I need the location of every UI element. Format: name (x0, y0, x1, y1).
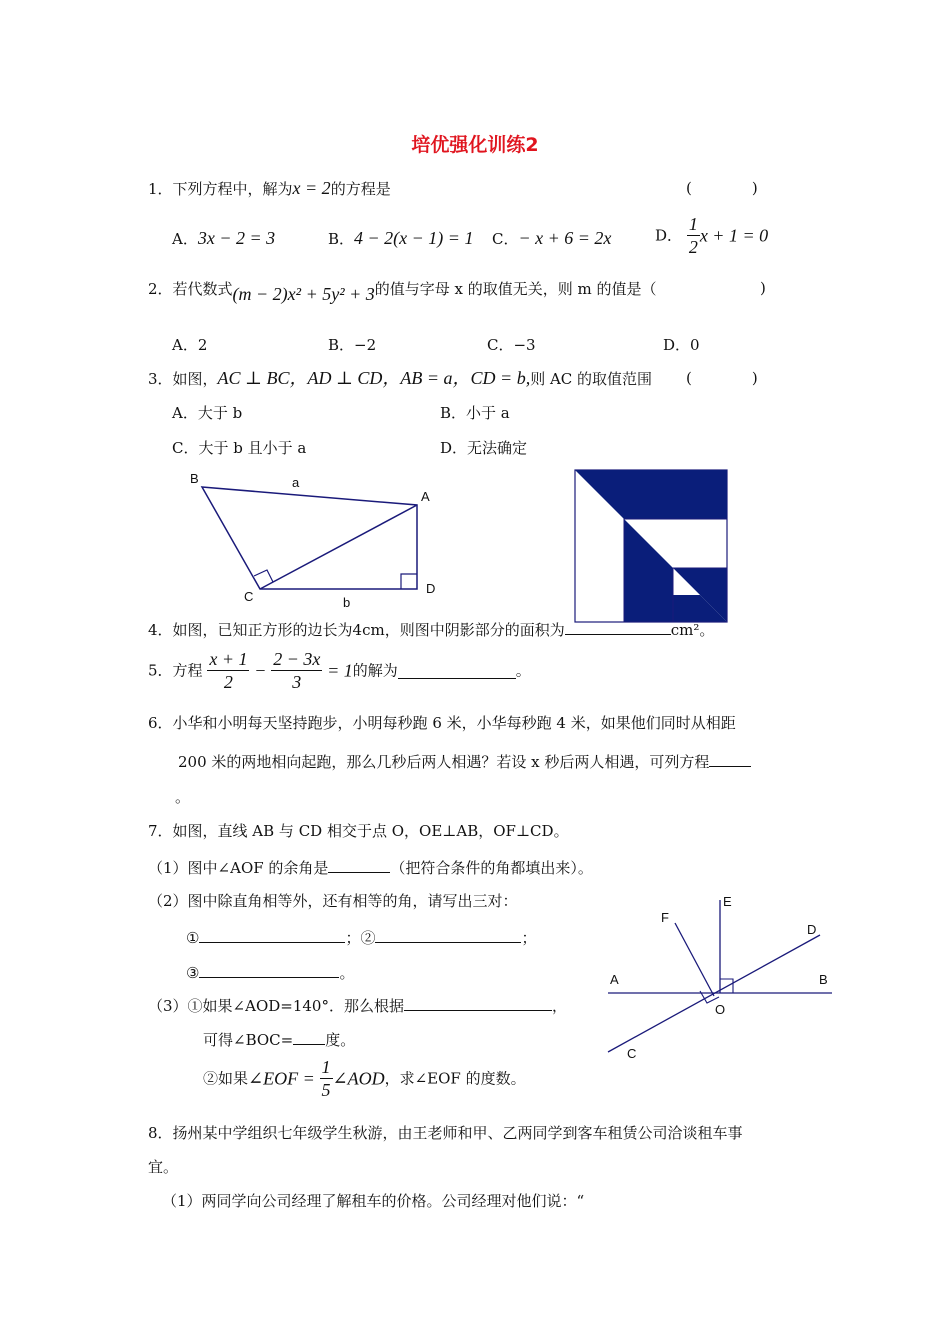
q7-part-3c-text: ②如果 (203, 1069, 249, 1088)
q7-part-3b-end: 度。 (325, 1031, 356, 1049)
q5-equation (148, 648, 531, 693)
pair-3-blank[interactable] (199, 961, 339, 978)
q1-option-a (172, 228, 275, 249)
q7-part-3a (148, 994, 567, 1016)
q5-fraction-1 (207, 648, 249, 693)
q1-option-c (492, 228, 611, 249)
fraction-denominator: 5 (321, 1080, 331, 1100)
q7-part-3a-blank[interactable] (404, 994, 552, 1011)
q3-option-d: D．无法确定 (440, 439, 528, 457)
pair-3-label: ③ (186, 964, 200, 982)
label-a: A (421, 489, 430, 504)
q3-answer-paren: ( ) (686, 369, 758, 387)
fraction-numerator: 1 (321, 1057, 331, 1077)
fraction-numerator: 1 (688, 214, 698, 234)
q3-option-b: B．小于 a (440, 404, 510, 422)
option-math: 3x − 2 = 3 (197, 228, 276, 248)
q7-pairs-row-2 (186, 961, 354, 983)
label-c: C (244, 589, 254, 604)
q8-line-1: 8．扬州某中学组织七年级学生秋游，由王老师和甲、乙两同学到客车租赁公司洽谈租车事 (148, 1124, 743, 1142)
q5-minus: − (254, 660, 267, 681)
q1-option-d-fraction (687, 213, 700, 258)
segment-ac (260, 505, 417, 589)
q4-square-figure (574, 469, 730, 625)
ray-of (675, 923, 714, 996)
q7-part-3b (203, 1028, 355, 1050)
q5-equals: = 1 (327, 660, 353, 681)
right-angle-d (401, 574, 417, 589)
q7-intersecting-lines-figure (600, 890, 840, 1070)
q6-line-2-text: 200 米的两地相向起跑，那么几秒后两人相遇？若设 x 秒后两人相遇，可列方程 (178, 753, 710, 771)
q1-stem (148, 178, 391, 199)
q7-part-3b-text: 可得∠BOC= (203, 1031, 294, 1049)
fraction-numerator: x + 1 (209, 649, 248, 669)
q2-paren-close: ) (760, 279, 766, 297)
q7-pairs-row-1 (186, 926, 536, 948)
q6-line-1: 6．小华和小明每天坚持跑步，小明每秒跑 6 米，小华每秒跑 4 米，如果他们同时从相距 (148, 714, 736, 732)
q7-part-2: （2）图中除直角相等外，还有相等的角，请写出三对： (148, 892, 518, 910)
q3-stem-math: AC ⊥ BC，AD ⊥ CD，AB = a，CD = b, (217, 368, 531, 388)
pair-1-blank[interactable] (199, 926, 345, 943)
q5-text-start: 5．方程 (148, 661, 203, 680)
q4-text-end: cm²。 (670, 621, 715, 639)
q7-part-1-text-end: （把符合条件的角都填出来）。 (390, 859, 593, 877)
option-math: x + 1 = 0 (699, 225, 769, 246)
label-a: A (610, 972, 619, 987)
fraction-denominator: 3 (292, 672, 302, 692)
q7-part-3c-fraction (320, 1056, 333, 1101)
q3-option-a: A．大于 b (172, 404, 243, 422)
right-angle-c (254, 570, 273, 582)
option-label: C． (492, 230, 519, 248)
q3-stem-text: 3．如图， (148, 370, 218, 388)
option-math: 4 − 2(x − 1) = 1 (354, 228, 474, 248)
q7-stem: 7．如图，直线 AB 与 CD 相交于点 O，OE⊥AB，OF⊥CD。 (148, 822, 569, 840)
q5-answer-blank[interactable] (398, 662, 516, 679)
pair-1-label: ① (186, 929, 200, 947)
q4-text-start: 4．如图，已知正方形的边长为4cm，则图中阴影部分的面积为 (148, 621, 565, 639)
q1-stem-text-end: 的方程是 (330, 180, 391, 198)
label-d: D (807, 922, 817, 937)
q6-answer-blank[interactable] (709, 750, 751, 767)
q1-option-d (655, 213, 768, 258)
page-title: 培优强化训练2 (411, 134, 539, 156)
q7-part-1 (148, 856, 593, 878)
q2-option-c: C．−3 (487, 336, 536, 354)
q7-part-1-text: （1）图中∠AOF 的余角是 (148, 859, 329, 877)
q7-part-3a-text: （3）①如果∠AOD=140°．那么根据 (148, 997, 404, 1015)
q2-option-d: D．0 (663, 336, 700, 354)
q2-stem-text-end: 的值与字母 x 的取值无关，则 m 的值是（ (374, 280, 657, 298)
pair-2-end: ； (521, 929, 537, 947)
q1-answer-paren: ( ) (686, 179, 758, 197)
q2-stem (148, 278, 657, 304)
label-e: E (723, 894, 732, 909)
q5-text-mid: 的解为 (352, 661, 398, 680)
q7-part-3c-text-end: ，求∠EOF 的度数。 (384, 1069, 526, 1088)
option-math: − x + 6 = 2x (518, 228, 612, 248)
label-c: C (627, 1046, 637, 1061)
label-a-side: a (292, 475, 300, 490)
q2-option-a: A．2 (172, 336, 208, 354)
option-label: A． (172, 230, 198, 248)
q8-line-3: （1）两同学向公司经理了解租车的价格。公司经理对他们说：“ (162, 1192, 585, 1210)
q1-stem-text: 1．下列方程中，解为 (148, 180, 293, 198)
label-d: D (426, 581, 436, 596)
label-f: F (661, 910, 669, 925)
q4-text (148, 618, 714, 640)
q5-fraction-2 (271, 648, 322, 693)
q4-answer-blank[interactable] (565, 618, 671, 635)
label-b: B (190, 471, 199, 486)
option-label: D． (655, 226, 683, 245)
label-o: O (715, 1002, 726, 1017)
q7-part-3c-math: ∠EOF = (248, 1068, 315, 1089)
q7-part-1-blank[interactable] (328, 856, 390, 873)
q6-line-3: 。 (175, 788, 191, 806)
q7-part-3c-math-2: ∠AOD (332, 1068, 385, 1089)
q1-option-b (328, 228, 473, 249)
q7-part-3b-blank[interactable] (293, 1028, 325, 1045)
q7-part-3a-end: ， (551, 997, 567, 1015)
pair-2-blank[interactable] (375, 926, 521, 943)
q3-stem (148, 368, 652, 389)
fraction-denominator: 2 (688, 237, 698, 257)
q2-option-b: B．−2 (328, 336, 377, 354)
q1-stem-math: x = 2 (292, 178, 331, 198)
q3-option-c: C．大于 b 且小于 a (172, 439, 307, 457)
quadrilateral-abdc (202, 487, 417, 589)
q2-stem-text: 2．若代数式 (148, 280, 233, 298)
pair-2-label: ；② (345, 929, 376, 947)
q3-quadrilateral-figure (180, 465, 450, 615)
q7-part-3c (203, 1056, 526, 1101)
q6-line-2 (178, 750, 751, 772)
option-label: B． (328, 230, 355, 248)
q2-stem-math: (m − 2)x² + 5y² + 3 (232, 284, 375, 304)
pair-3-end: 。 (339, 964, 355, 982)
q3-stem-text-end: 则 AC 的取值范围 (530, 370, 653, 388)
q8-line-2: 宜。 (148, 1158, 179, 1176)
q5-text-end: 。 (515, 661, 531, 680)
label-b: B (819, 972, 828, 987)
fraction-numerator: 2 − 3x (273, 649, 321, 669)
label-b-side: b (343, 595, 351, 610)
fraction-denominator: 2 (223, 672, 233, 692)
